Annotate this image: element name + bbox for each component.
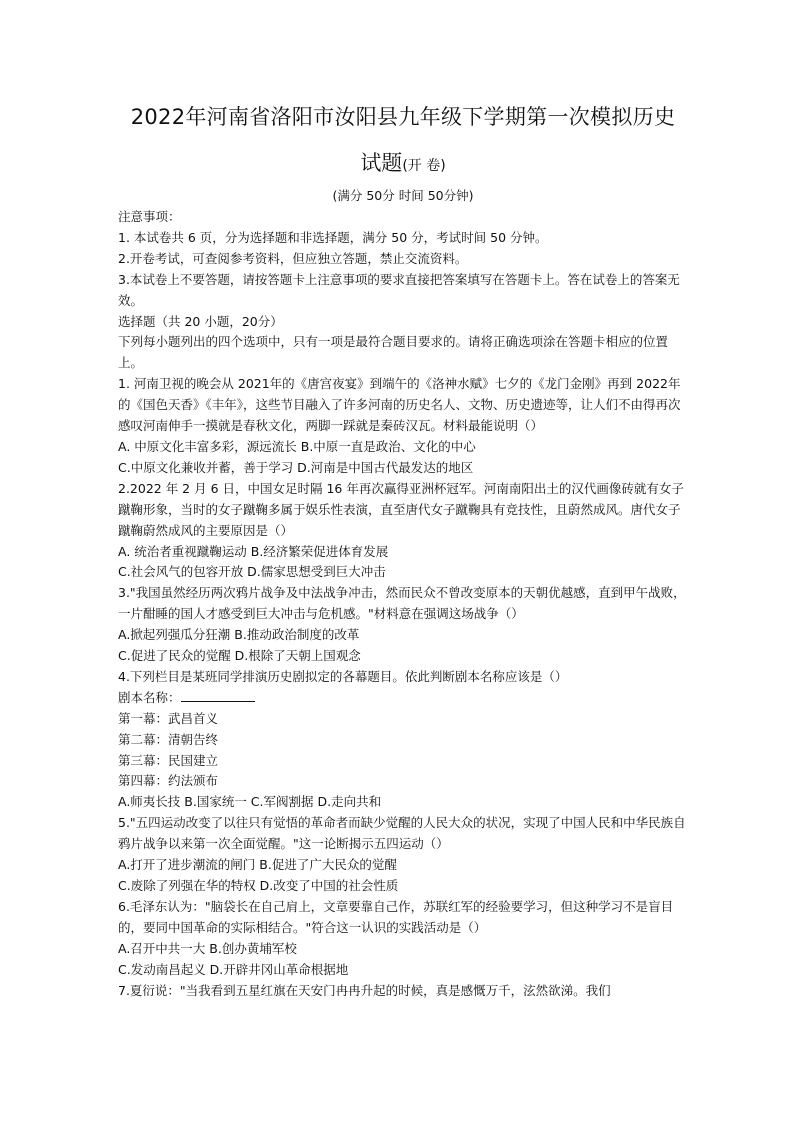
exam-title: 2022年河南省洛阳市汝阳县九年级下学期第一次模拟历史 [130,105,676,129]
act-title: 第四幕：约法颁布 [118,773,219,789]
question-stem: 6.毛泽东认为："脑袋长在自己肩上，文章要靠自己作，苏联红军的经验要学习，但这种学习不是盲目的，要同中国革命的实际相结合。"符合这一认识的实践活动是（） [118,898,674,935]
question-options: A.掀起列强瓜分狂潮 B.推动政治制度的改革 [118,627,360,643]
open-book-tag: (开 卷) [402,158,446,174]
act-title: 第一幕：武昌首义 [118,710,219,726]
question-options: C.中原文化兼收并蓄，善于学习 D.河南是中国古代最发达的地区 [118,459,474,475]
script-name-label: 剧本名称： [118,689,181,705]
question-options: A. 统治者重视蹴鞠运动 B.经济繁荣促进体育发展 [118,543,389,559]
question-options: C.促进了民众的觉醒 D.根除了天朝上国观念 [118,648,361,664]
question-options: A.打开了进步潮流的闸门 B.促进了广大民众的觉醒 [118,857,397,873]
act-title: 第三幕：民国建立 [118,752,219,768]
question-stem: 1. 河南卫视的晚会从 2021年的《唐宫夜宴》到端午的《洛神水赋》七夕的《龙门金刚》再到 2022年的《国色天香》《丰年》，这些节目融入了许多河南的历史名人、文物、历史遗迹等，让人们不由得再次感叹河南伸手一摸就是春秋文化，两脚一踩就是秦砖汉瓦。材料最能说明（） [118,376,681,434]
script-name-line [118,688,688,709]
notice-heading: 注意事项： [118,209,181,224]
question-options: C.废除了列强在华的特权 D.改变了中国的社会性质 [118,878,399,893]
act-title: 第二幕：清朝告终 [118,731,219,747]
question-stem: 3."我国虽然经历两次鸦片战争及中法战争冲击，然而民众不曾改变原本的天朝优越感，直到甲午战败，一片酣睡的国人才感受到巨大冲击与危机感。"材料意在强调这场战争（） [118,585,686,622]
exam-page [118,96,688,1001]
section-heading: 选择题（共 20 小题，20分） [118,313,283,329]
exam-subtitle: (满分 50分 时间 50分钟) [332,188,474,203]
question-options: A.召开中共一大 B.创办黄埔军校 [118,940,297,956]
question-options: C.社会风气的包容开放 D.儒家思想受到巨大冲击 [118,564,386,580]
question-stem-partial: 7.夏衍说："当我看到五星红旗在天安门冉冉升起的时候，真是感慨万千，泫然欲涕。我们 [118,982,611,998]
question-stem: 2.2022 年 2 月 6 日，中国女足时隔 16 年再次赢得亚洲杯冠军。河南南阳出土的汉代画像砖就有女子蹴鞠形象，当时的女子蹴鞠多属于娱乐性表演，直至唐代女子蹴鞠具有竞技性，且蔚然成风。唐代女子蹴鞠蔚然成风的主要原因是（） [118,480,684,538]
answer-blank [181,688,255,702]
question-stem: 5."五四运动改变了以往只有觉悟的革命者而缺少觉醒的人民大众的状况，实现了中国人民和中华民族自鸦片战争以来第一次全面觉醒。"这一论断揭示五四运动（） [118,815,686,852]
notice-item: 2.开卷考试，可查阅参考资料，但应独立答题，禁止交流资料。 [118,250,468,266]
section-instruction: 下列每小题列出的四个选项中，只有一项是最符合题目要求的。请将正确选项涂在答题卡相应的位置上。 [118,334,669,371]
exam-title-word: 试题 [360,151,403,175]
exam-title-line2 [118,148,688,181]
notice-item: 1. 本试卷共 6 页，分为选择题和非选择题，满分 50 分，考试时间 50 分钟。 [118,229,548,245]
question-stem: 4.下列栏目是某班同学排演历史剧拟定的各幕题目。依此判断剧本名称应该是（） [118,668,568,684]
question-options: A. 中原文化丰富多彩，源远流长 B.中原一直是政治、文化的中心 [118,438,476,454]
question-options: A.师夷长技 B.国家统一 C.军阀割据 D.走向共和 [118,794,382,810]
notice-item: 3.本试卷上不要答题，请按答题卡上注意事项的要求直接把答案填写在答题卡上。答在试卷上的答案无效。 [118,271,680,308]
question-options: C.发动南昌起义 D.开辟井冈山革命根据地 [118,961,349,977]
